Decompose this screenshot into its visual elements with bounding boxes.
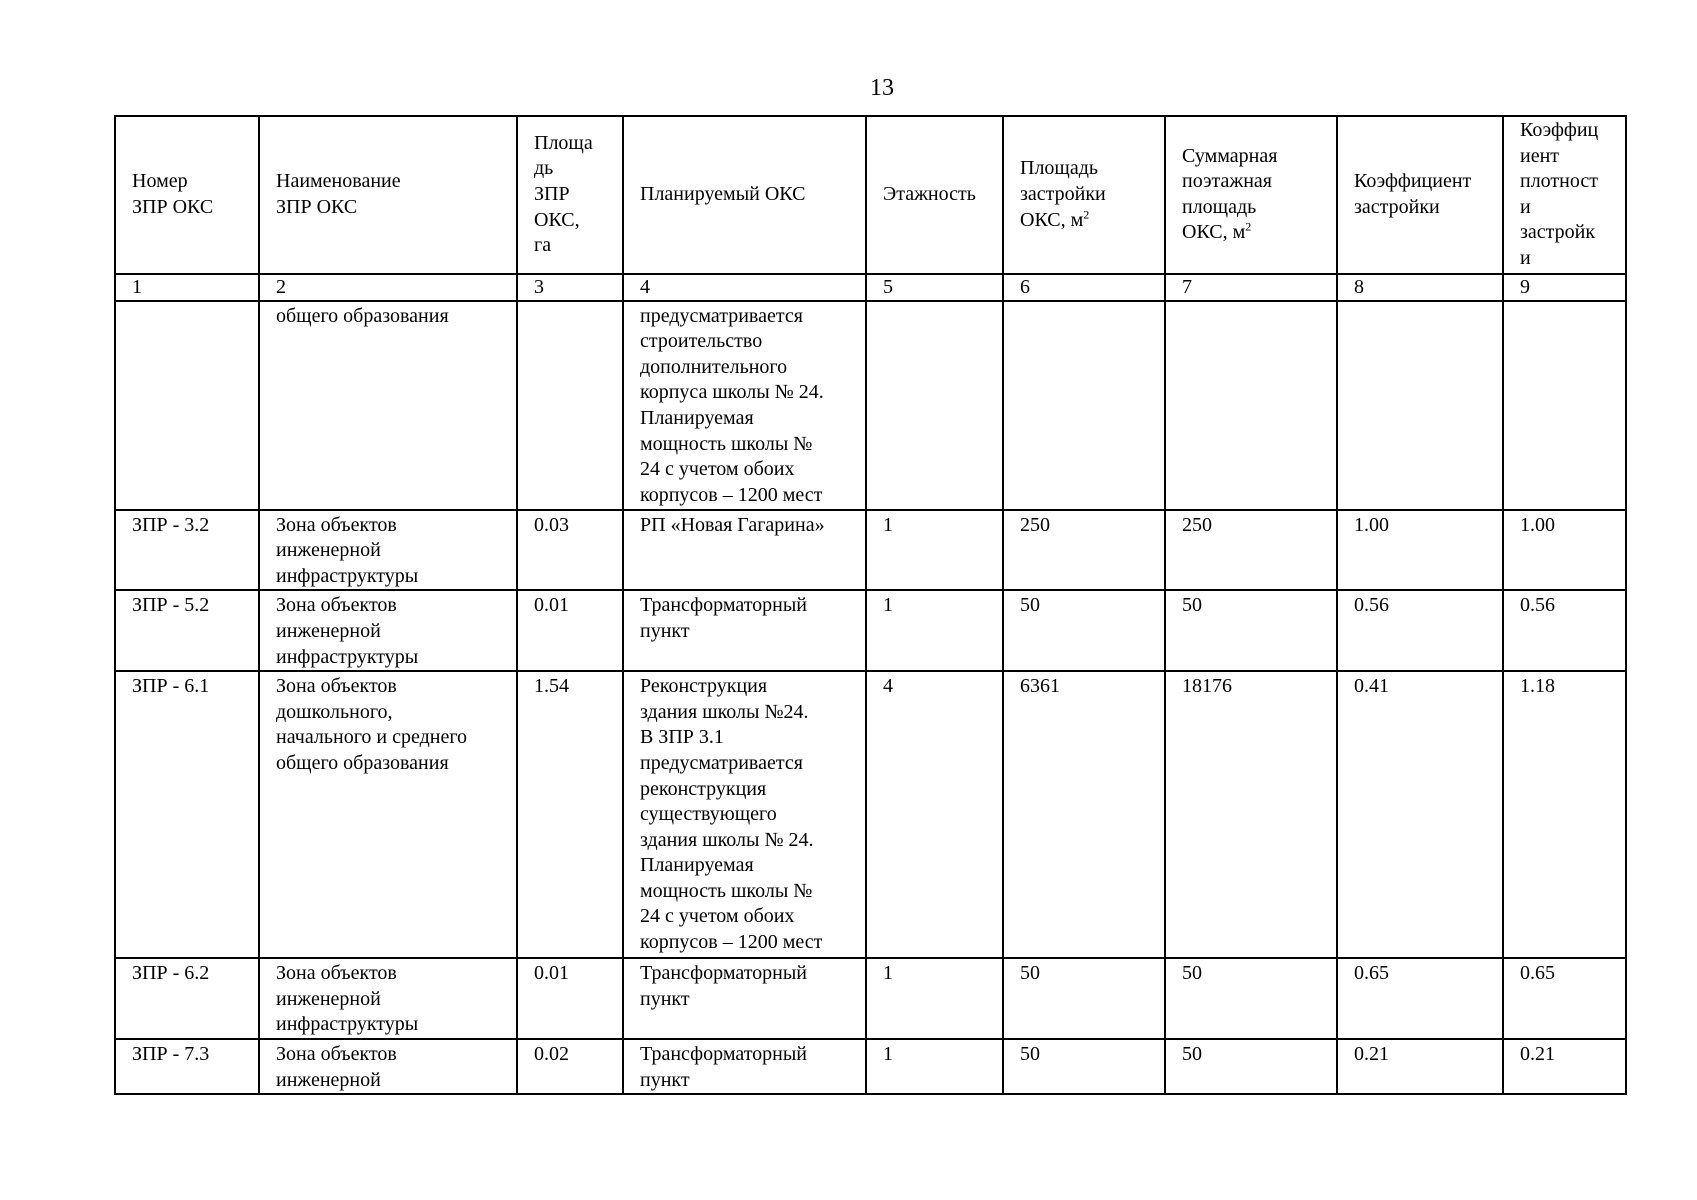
cell-planned-oks: Реконструкция здания школы №24. В ЗПР 3.1 предусматривается реконструкция существующего здания школы № 24. Планируемая мощность школы № 24 с учетом обоих корпусов – 1200 мест bbox=[623, 671, 866, 958]
cell-building-area bbox=[1003, 301, 1165, 510]
header-total-floor-area: Суммарная поэтажная площадь ОКС, $м^2$ bbox=[1165, 116, 1337, 274]
header-floors: Этажность bbox=[866, 116, 1003, 274]
cell-floors: 4 bbox=[866, 671, 1003, 958]
cell-zpr-name: Зона объектов инженерной инфраструктуры bbox=[259, 510, 517, 591]
cell-building-area: 50 bbox=[1003, 958, 1165, 1039]
cell-zpr-area: 0.01 bbox=[517, 590, 623, 671]
cell-floors: 1 bbox=[866, 958, 1003, 1039]
cell-building-coefficient: 0.41 bbox=[1337, 671, 1503, 958]
cell-planned-oks: РП «Новая Гагарина» bbox=[623, 510, 866, 591]
column-numbers-row bbox=[115, 274, 1626, 301]
cell-building-coefficient: 0.21 bbox=[1337, 1039, 1503, 1094]
cell-zpr-number bbox=[115, 301, 259, 510]
cell-zpr-name: Зона объектов дошкольного, начального и среднего общего образования bbox=[259, 671, 517, 958]
table-header-row bbox=[115, 116, 1626, 274]
cell-density-coefficient: 0.65 bbox=[1503, 958, 1626, 1039]
cell-zpr-number: ЗПР - 7.3 bbox=[115, 1039, 259, 1094]
column-number: 6 bbox=[1003, 274, 1165, 301]
cell-floors bbox=[866, 301, 1003, 510]
header-building-coefficient: Коэффициент застройки bbox=[1337, 116, 1503, 274]
header-zpr-area: Площа дь ЗПР ОКС, га bbox=[517, 116, 623, 274]
cell-zpr-area bbox=[517, 301, 623, 510]
header-planned-oks: Планируемый ОКС bbox=[623, 116, 866, 274]
cell-zpr-number: ЗПР - 3.2 bbox=[115, 510, 259, 591]
cell-building-area: 50 bbox=[1003, 590, 1165, 671]
cell-zpr-number: ЗПР - 5.2 bbox=[115, 590, 259, 671]
table-row bbox=[115, 671, 1626, 958]
page-number: 13 bbox=[870, 75, 894, 101]
cell-planned-oks: Трансформаторный пункт bbox=[623, 1039, 866, 1094]
column-number: 4 bbox=[623, 274, 866, 301]
cell-zpr-name: Зона объектов инженерной инфраструктуры bbox=[259, 958, 517, 1039]
cell-total-floor-area: 50 bbox=[1165, 958, 1337, 1039]
cell-density-coefficient bbox=[1503, 301, 1626, 510]
cell-zpr-number: ЗПР - 6.2 bbox=[115, 958, 259, 1039]
cell-total-floor-area: 18176 bbox=[1165, 671, 1337, 958]
cell-density-coefficient: 0.56 bbox=[1503, 590, 1626, 671]
cell-planned-oks: предусматривается строительство дополнительного корпуса школы № 24. Планируемая мощность школы № 24 с учетом обоих корпусов – 1200 мест bbox=[623, 301, 866, 510]
header-density-coefficient: Коэффиц иент плотност и застройк и bbox=[1503, 116, 1626, 274]
column-number: 8 bbox=[1337, 274, 1503, 301]
table-row bbox=[115, 1039, 1626, 1094]
column-number: 9 bbox=[1503, 274, 1626, 301]
header-zpr-name: Наименование ЗПР ОКС bbox=[259, 116, 517, 274]
column-number: 2 bbox=[259, 274, 517, 301]
unit-superscript: 2 bbox=[1083, 206, 1090, 221]
column-number: 1 bbox=[115, 274, 259, 301]
cell-floors: 1 bbox=[866, 1039, 1003, 1094]
cell-building-area: 250 bbox=[1003, 510, 1165, 591]
cell-zpr-number: ЗПР - 6.1 bbox=[115, 671, 259, 958]
cell-planned-oks: Трансформаторный пункт bbox=[623, 590, 866, 671]
cell-density-coefficient: 1.18 bbox=[1503, 671, 1626, 958]
cell-total-floor-area: 50 bbox=[1165, 1039, 1337, 1094]
header-zpr-number: Номер ЗПР ОКС bbox=[115, 116, 259, 274]
cell-building-coefficient bbox=[1337, 301, 1503, 510]
cell-zpr-name: Зона объектов инженерной bbox=[259, 1039, 517, 1094]
cell-total-floor-area bbox=[1165, 301, 1337, 510]
cell-building-area: 50 bbox=[1003, 1039, 1165, 1094]
cell-total-floor-area: 250 bbox=[1165, 510, 1337, 591]
column-number: 7 bbox=[1165, 274, 1337, 301]
table-row bbox=[115, 958, 1626, 1039]
cell-total-floor-area: 50 bbox=[1165, 590, 1337, 671]
cell-building-coefficient: 0.56 bbox=[1337, 590, 1503, 671]
cell-building-coefficient: 0.65 bbox=[1337, 958, 1503, 1039]
cell-building-coefficient: 1.00 bbox=[1337, 510, 1503, 591]
table-row bbox=[115, 590, 1626, 671]
zpr-oks-table bbox=[114, 115, 1627, 1095]
cell-building-area: 6361 bbox=[1003, 671, 1165, 958]
table-row bbox=[115, 510, 1626, 591]
cell-floors: 1 bbox=[866, 590, 1003, 671]
cell-zpr-name: общего образования bbox=[259, 301, 517, 510]
table-row bbox=[115, 301, 1626, 510]
cell-zpr-area: 0.03 bbox=[517, 510, 623, 591]
cell-density-coefficient: 1.00 bbox=[1503, 510, 1626, 591]
column-number: 3 bbox=[517, 274, 623, 301]
cell-planned-oks: Трансформаторный пункт bbox=[623, 958, 866, 1039]
unit-superscript: 2 bbox=[1245, 219, 1252, 234]
cell-floors: 1 bbox=[866, 510, 1003, 591]
cell-zpr-name: Зона объектов инженерной инфраструктуры bbox=[259, 590, 517, 671]
cell-zpr-area: 1.54 bbox=[517, 671, 623, 958]
cell-zpr-area: 0.02 bbox=[517, 1039, 623, 1094]
column-number: 5 bbox=[866, 274, 1003, 301]
cell-density-coefficient: 0.21 bbox=[1503, 1039, 1626, 1094]
header-building-area: Площадь застройки ОКС, $м^2$ bbox=[1003, 116, 1165, 274]
cell-zpr-area: 0.01 bbox=[517, 958, 623, 1039]
